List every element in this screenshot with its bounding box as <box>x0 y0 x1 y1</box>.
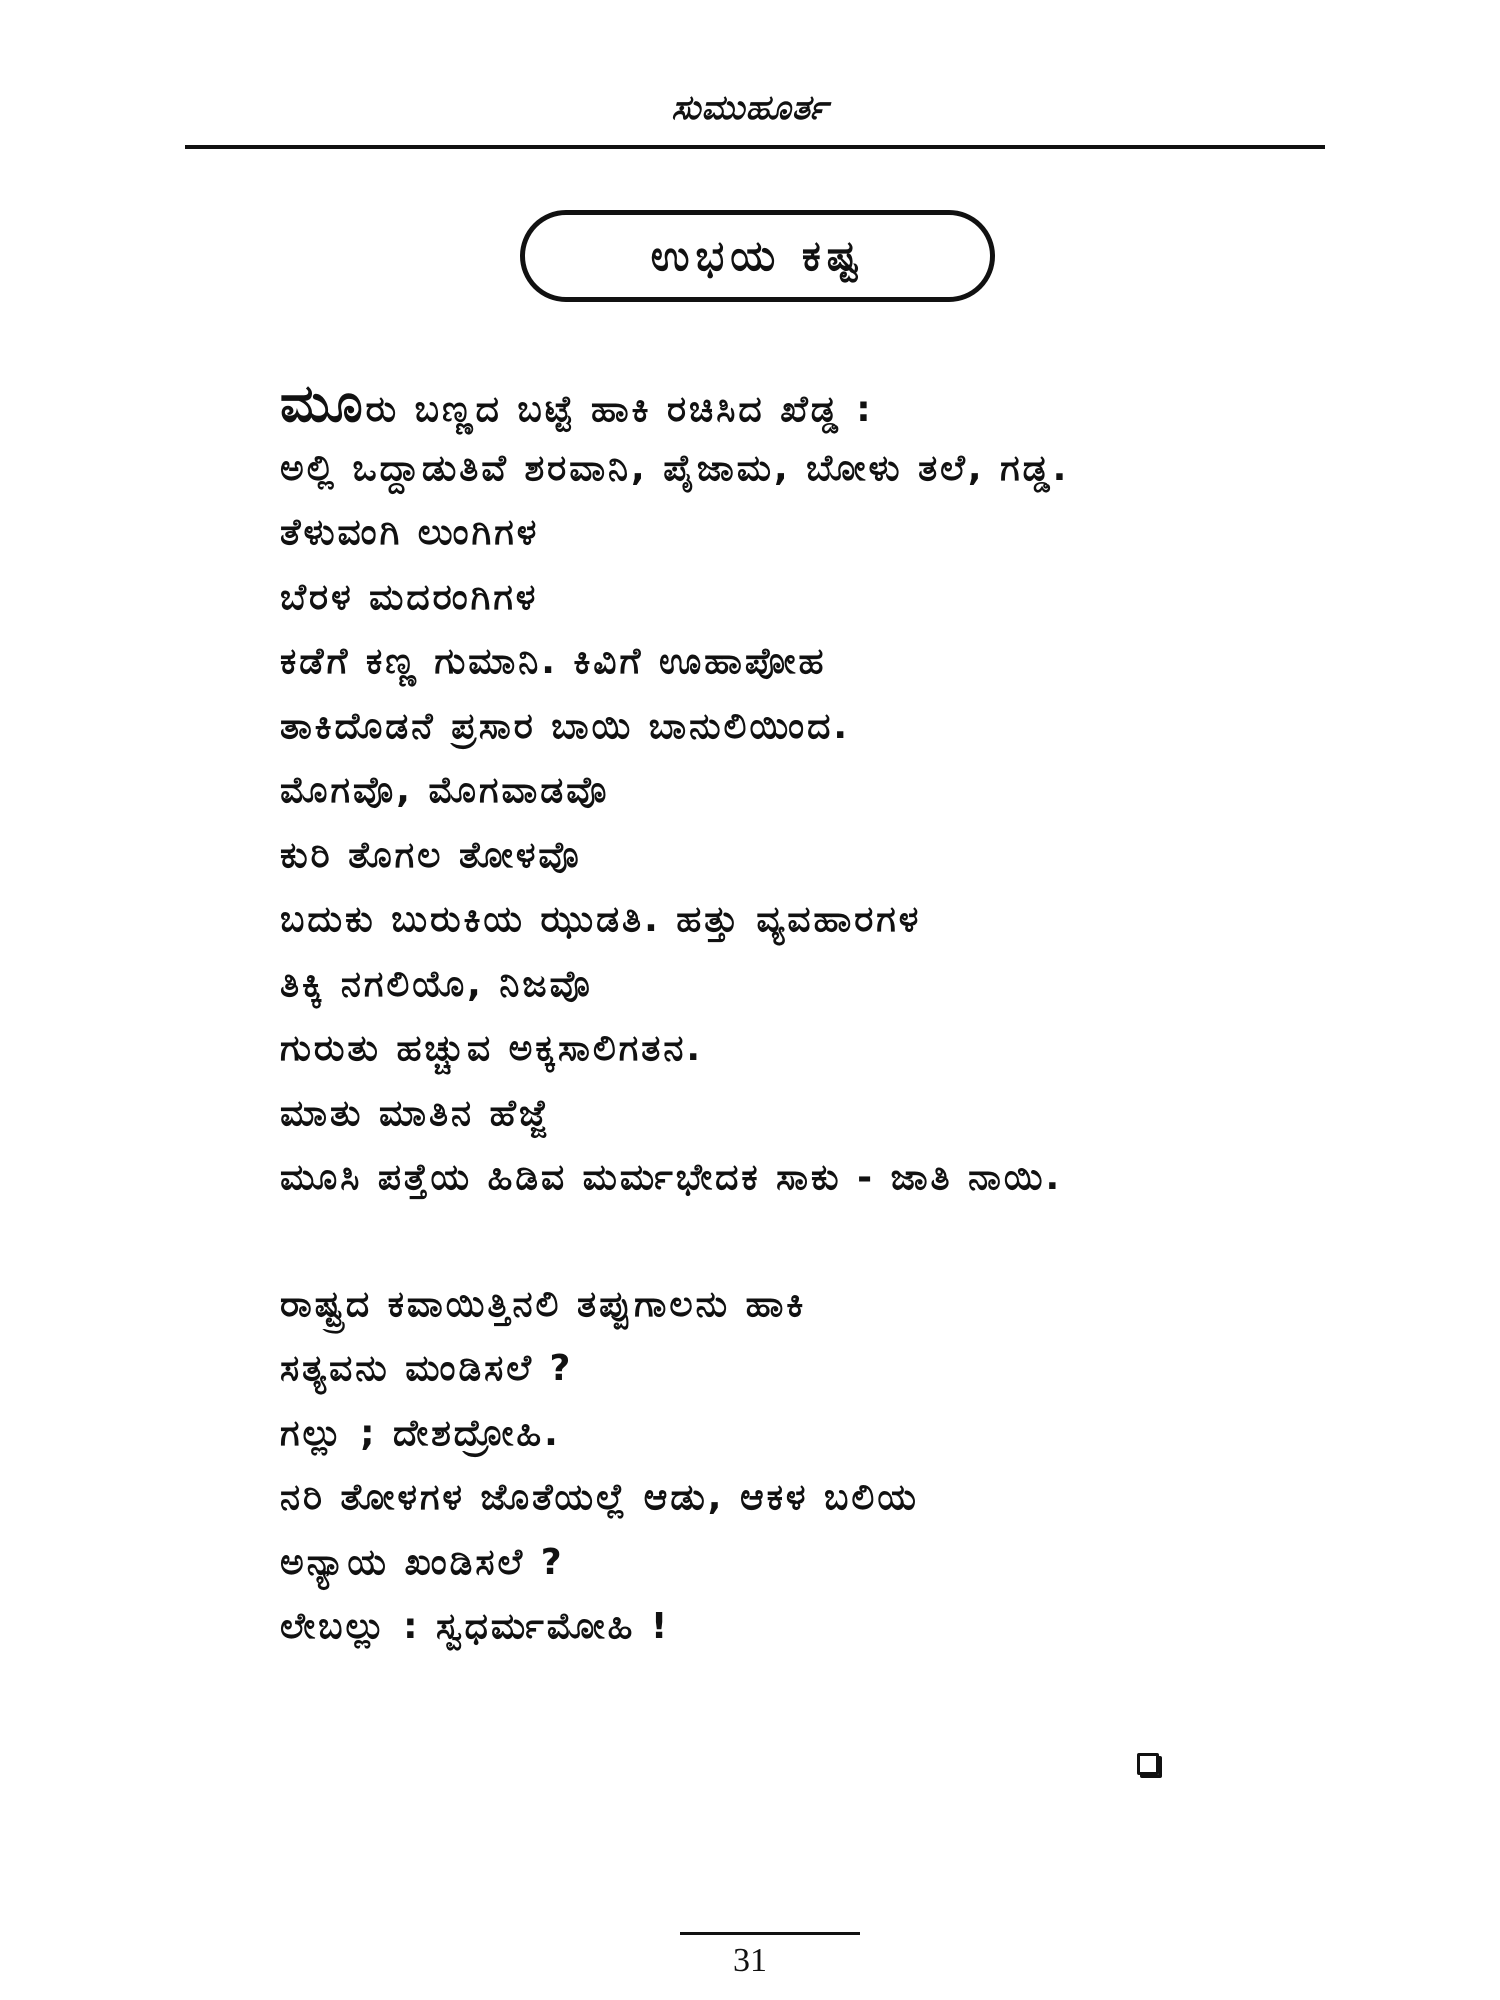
poem-line: ನರಿ ತೋಳಗಳ ಜೊತೆಯಲ್ಲೆ ಆಡು, ಆಕಳ ಬಲಿಯ <box>280 1477 919 1518</box>
page-number: 31 <box>733 1942 767 1979</box>
poem-line: ಬದುಕು ಬುರುಕಿಯ ಝುಡತಿ. ಹತ್ತು ವ್ಯವಹಾರಗಳ <box>280 899 922 940</box>
poem-title: ಉಭಯ ಕಷ್ಟ <box>650 231 865 280</box>
poem-line: ಕುರಿ ತೊಗಲ ತೋಳವೊ <box>280 834 582 876</box>
poem-line: ತಿಕ್ಕಿ ನಗಲಿಯೊ, ನಿಜವೊ <box>280 963 593 1005</box>
poem-line: ಸತ್ಯವನು ಮಂಡಿಸಲೆ ? <box>280 1348 574 1389</box>
poem-line: ಕಡೆಗೆ ಕಣ್ಣ ಗುಮಾನಿ. ಕಿವಿಗೆ ಊಹಾಪೋಹ <box>280 641 827 682</box>
poem-line: ಗುರುತು ಹಚ್ಚುವ ಅಕ್ಕಸಾಲಿಗತನ. <box>280 1028 704 1069</box>
header-rule <box>185 145 1325 149</box>
poem-line: ಲೇಬಲ್ಲು : ಸ್ವಧರ್ಮಮೋಹಿ ! <box>280 1606 671 1647</box>
first-line-text: ರು ಬಣ್ಣದ ಬಟ್ಟೆ ಹಾಕಿ ರಚಿಸಿದ ಖೆಡ್ಡ : <box>365 389 874 430</box>
poem-line: ಮಾತು ಮಾತಿನ ಹೆಜ್ಜೆ <box>280 1092 551 1134</box>
poem-line: ರಾಷ್ಟ್ರದ ಕವಾಯಿತ್ತಿನಲಿ ತಪ್ಪುಗಾಲನು ಹಾಕಿ <box>280 1283 807 1325</box>
poem-line: ತೆಳುವಂಗಿ ಲುಂಗಿಗಳ <box>280 512 540 553</box>
poem-body <box>280 372 1360 1722</box>
poem-line: ತಾಕಿದೊಡನೆ ಪ್ರಸಾರ ಬಾಯಿ ಬಾನುಲಿಯಿಂದ. <box>280 705 851 747</box>
end-mark-square-icon <box>1137 1753 1159 1775</box>
footer-rule <box>680 1932 860 1935</box>
stanza-1 <box>280 372 1360 1211</box>
poem-line: ಮೊಗವೊ, ಮೊಗವಾಡವೊ <box>280 770 610 811</box>
stanza-2 <box>280 1273 1360 1660</box>
poem-line: ಗಲ್ಲು ; ದೇಶದ್ರೋಹಿ. <box>280 1412 561 1454</box>
poem-title-frame <box>520 210 995 302</box>
drop-cap: ಮೂ <box>280 374 366 434</box>
poem-line <box>280 372 1360 437</box>
running-head-title: ಸುಮುಹೂರ್ತ <box>671 88 829 128</box>
poem-line: ಮೂಸಿ ಪತ್ತೆಯ ಹಿಡಿವ ಮರ್ಮಭೇದಕ ಸಾಕು - ಜಾತಿ ನಾಯಿ. <box>280 1157 1063 1198</box>
poem-line: ಅಲ್ಲಿ ಒದ್ದಾಡುತಿವೆ ಶರವಾನಿ, ಪೈಜಾಮ, ಬೋಳು ತಲೆ, ಗಡ್ಡ. <box>280 447 1070 489</box>
poem-line: ಬೆರಳ ಮದರಂಗಿಗಳ <box>280 576 539 618</box>
poem-line: ಅನ್ಯಾಯ ಖಂಡಿಸಲೆ ? <box>280 1541 565 1583</box>
